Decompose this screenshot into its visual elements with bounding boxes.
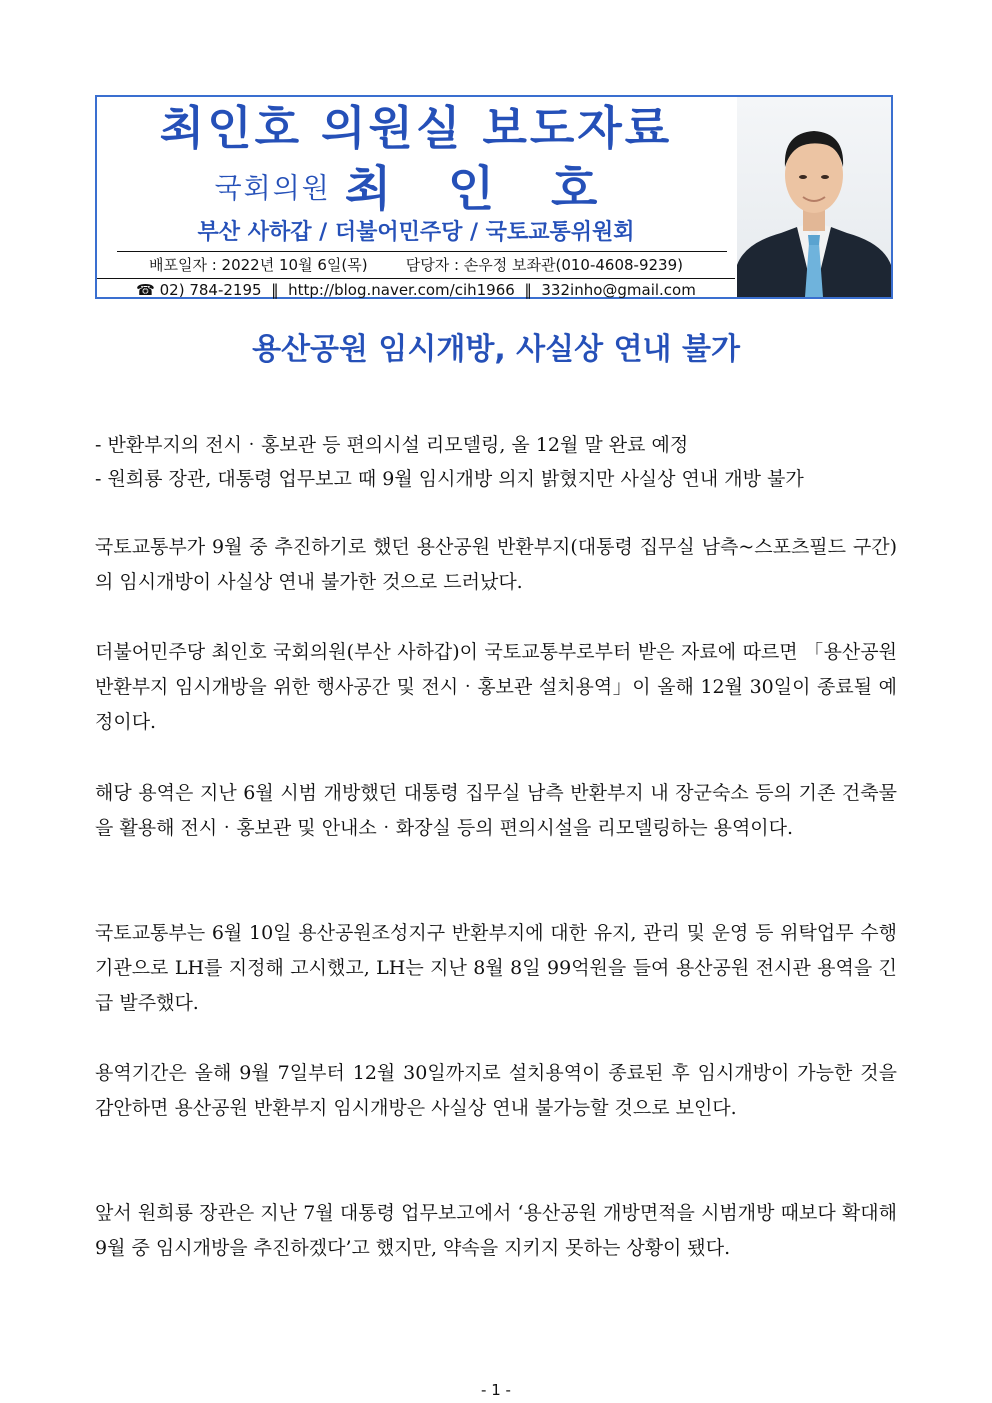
contact-info-row: [97, 278, 735, 302]
body-paragraph: 국토교통부가 9월 중 추진하기로 했던 용산공원 반환부지(대통령 집무실 남측~스포츠필드 구간)의 임시개방이 사실상 연내 불가한 것으로 드러났다.: [95, 536, 897, 593]
body-paragraph: 국토교통부는 6월 10일 용산공원조성지구 반환부지에 대한 유지, 관리 및 운영 등 위탁업무 수행기관으로 LH를 지정해 고시했고, LH는 지난 8월 8일 99억원을 들여 용산공원 전시관 용역을 긴급 발주했다.: [95, 922, 897, 1014]
summary-bullets: [95, 428, 895, 496]
release-date: 배포일자 : 2022년 10월 6일(목): [149, 256, 368, 274]
blog-link[interactable]: http://blog.naver.com/cih1966: [288, 281, 515, 299]
member-portrait: [737, 97, 891, 297]
email-address[interactable]: 332inho@gmail.com: [541, 281, 696, 299]
separator: ‖: [524, 281, 532, 299]
press-release-header: [95, 95, 893, 299]
summary-bullet: - 원희룡 장관, 대통령 업무보고 때 9월 임시개방 의지 밝혔지만 사실상 연내 개방 불가: [95, 468, 804, 490]
body-paragraph: 앞서 원희룡 장관은 지난 7월 대통령 업무보고에서 ‘용산공원 개방면적을 시범개방 때보다 확대해 9월 중 임시개방을 추진하겠다’고 했지만, 약속을 지키지 못하는 상황이 됐다.: [95, 1202, 897, 1259]
headline: 용산공원 임시개방, 사실상 연내 불가: [252, 332, 740, 367]
body-paragraph: 해당 용역은 지난 6월 시범 개방했던 대통령 집무실 남측 반환부지 내 장군숙소 등의 기존 건축물을 활용해 전시‧홍보관 및 안내소‧화장실 등의 편의시설을 리모델링하는 용역이다.: [95, 782, 897, 839]
body-paragraph: 더불어민주당 최인호 국회의원(부산 사하갑)이 국토교통부로부터 받은 자료에 따르면 「용산공원 반환부지 임시개방을 위한 행사공간 및 전시‧홍보관 설치용역」이 올해 12월 30일이 종료될 예정이다.: [95, 641, 897, 733]
member-role: 국회의원: [214, 171, 331, 205]
member-name: 최 인 호: [344, 160, 618, 217]
separator: ‖: [271, 281, 279, 299]
affiliation: 부산 사하갑 / 더불어민주당 / 국토교통위원회: [197, 220, 635, 245]
release-info-row: [97, 252, 735, 278]
phone-number: ☎ 02) 784-2195: [136, 281, 262, 299]
main-title: 최인호 의원실 보도자료: [159, 101, 673, 155]
body-paragraph: 용역기간은 올해 9월 7일부터 12월 30일까지로 설치용역이 종료된 후 임시개방이 가능한 것을 감안하면 용산공원 반환부지 임시개방은 사실상 연내 불가능할 것으로 보인다.: [95, 1062, 897, 1119]
contact-person: 담당자 : 손우정 보좌관(010-4608-9239): [405, 256, 683, 274]
summary-bullet: - 반환부지의 전시‧홍보관 등 편의시설 리모델링, 올 12월 말 완료 예정: [95, 434, 689, 456]
member-line: [97, 157, 735, 220]
page-number: - 1 -: [481, 1381, 511, 1399]
